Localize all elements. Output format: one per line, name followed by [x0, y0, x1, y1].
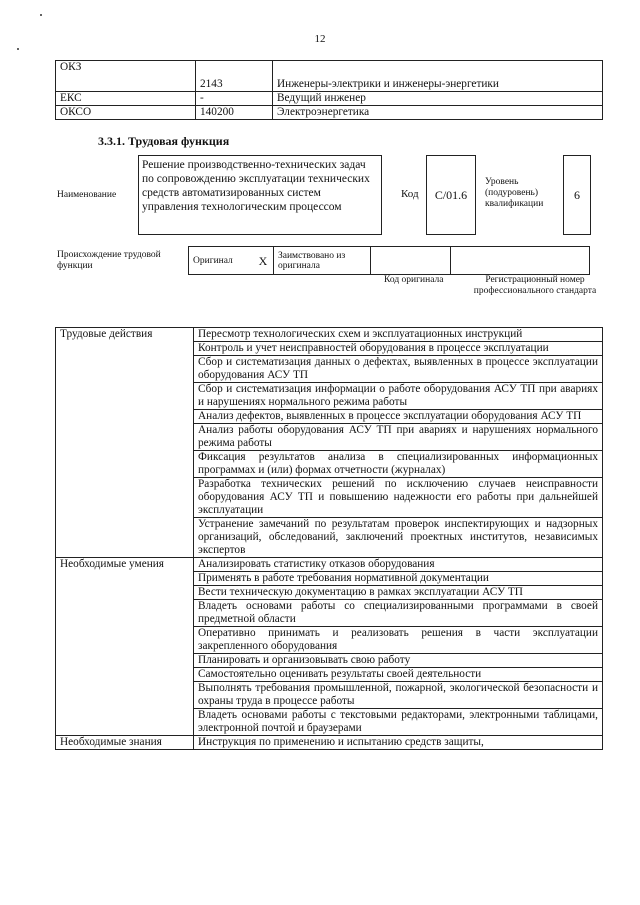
requirement-item: Анализировать статистику отказов оборудования: [194, 558, 603, 572]
table-row: [56, 106, 603, 120]
requirement-item: Инструкция по применению и испытанию средств защиты,: [194, 736, 603, 750]
requirement-item: Сбор и систематизация информации о работе оборудования АСУ ТП при авариях и нарушениях нормального режима работы: [194, 383, 603, 410]
scan-speck: [40, 14, 42, 16]
requirement-item: Устранение замечаний по результатам проверок инспектирующих и надзорных организаций, обследований, заключений проектных институтов, независимых экспертов: [194, 518, 603, 558]
classifier-name: Инженеры-электрики и инженеры-энергетики: [273, 61, 603, 92]
requirement-item: Владеть основами работы со специализированными программами в своей предметной области: [194, 600, 603, 627]
table-row: [56, 736, 603, 750]
code-original-cell: [371, 247, 451, 275]
requirement-item: Пересмотр технологических схем и эксплуатационных инструкций: [194, 328, 603, 342]
category-cell: Трудовые действия: [56, 328, 194, 558]
requirement-item: Владеть основами работы с текстовыми редакторами, электронными таблицами, электронной почтой и браузерами: [194, 709, 603, 736]
requirement-item: Вести техническую документацию в рамках эксплуатации АСУ ТП: [194, 586, 603, 600]
requirement-item: Оперативно принимать и реализовать решения в части эксплуатации закрепленного оборудования: [194, 627, 603, 654]
original-mark: X: [253, 247, 274, 275]
borrowed-label: Заимствовано из оригинала: [274, 247, 371, 275]
classifier-name: Ведущий инженер: [273, 92, 603, 106]
classifier-value: -: [196, 92, 273, 106]
classifier-value: 2143: [196, 61, 273, 92]
origin-label: Происхождение трудовой функции: [57, 250, 161, 271]
category-cell: Необходимые знания: [56, 736, 194, 750]
section-title: 3.3.1. Трудовая функция: [98, 134, 230, 148]
classifier-code: ОКЗ: [56, 61, 196, 92]
labour-function-table: [55, 327, 603, 750]
table-row: [56, 92, 603, 106]
requirement-item: Применять в работе требования нормативной документации: [194, 572, 603, 586]
requirement-item: Контроль и учет неисправностей оборудования в процессе эксплуатации: [194, 342, 603, 356]
table-row: [56, 328, 603, 342]
requirement-item: Сбор и систематизация данных о дефектах, выявленных в процессе эксплуатации оборудования АСУ ТП: [194, 356, 603, 383]
table-row: [189, 247, 590, 275]
name-label: Наименование: [57, 190, 117, 200]
classifier-value: 140200: [196, 106, 273, 120]
category-cell: Необходимые умения: [56, 558, 194, 736]
requirement-item: Планировать и организовывать свою работу: [194, 654, 603, 668]
classifier-table: [55, 60, 603, 120]
reg-number-cell: [451, 247, 590, 275]
origin-table: [188, 246, 590, 275]
requirement-item: Самостоятельно оценивать результаты своей деятельности: [194, 668, 603, 682]
table-row: [56, 558, 603, 572]
reg-number-caption: Регистрационный номер профессионального стандарта: [473, 275, 597, 296]
requirement-item: Выполнять требования промышленной, пожарной, экологической безопасности и охраны труда в процессе работы: [194, 682, 603, 709]
code-original-caption: Код оригинала: [384, 275, 444, 285]
requirement-item: Фиксация результатов анализа в специализированных информационных программах и (или) формах отчетности (журналах): [194, 451, 603, 478]
requirement-item: Анализ работы оборудования АСУ ТП при авариях и нарушениях нормального режима работы: [194, 424, 603, 451]
classifier-code: ЕКС: [56, 92, 196, 106]
original-label: Оригинал: [189, 247, 254, 275]
classifier-code: ОКСО: [56, 106, 196, 120]
classifier-name: Электроэнергетика: [273, 106, 603, 120]
page-number: 12: [314, 33, 326, 45]
table-row: [56, 61, 603, 92]
level-label: Уровень (подуровень) квалификации: [485, 177, 544, 209]
requirement-item: Анализ дефектов, выявленных в процессе эксплуатации оборудования АСУ ТП: [194, 410, 603, 424]
scan-speck: [17, 48, 19, 50]
function-code: С/01.6: [426, 155, 476, 235]
qualification-level: 6: [563, 155, 591, 235]
requirement-item: Разработка технических решений по исключению случаев неисправности оборудования АСУ ТП и повышению надежности его работы при дальнейшей эксплуатации: [194, 478, 603, 518]
code-label: Код: [401, 188, 419, 200]
function-name: Решение производственно-технических задач по сопровождению эксплуатации технических средств автоматизированных систем управления технологическим процессом: [138, 155, 382, 235]
